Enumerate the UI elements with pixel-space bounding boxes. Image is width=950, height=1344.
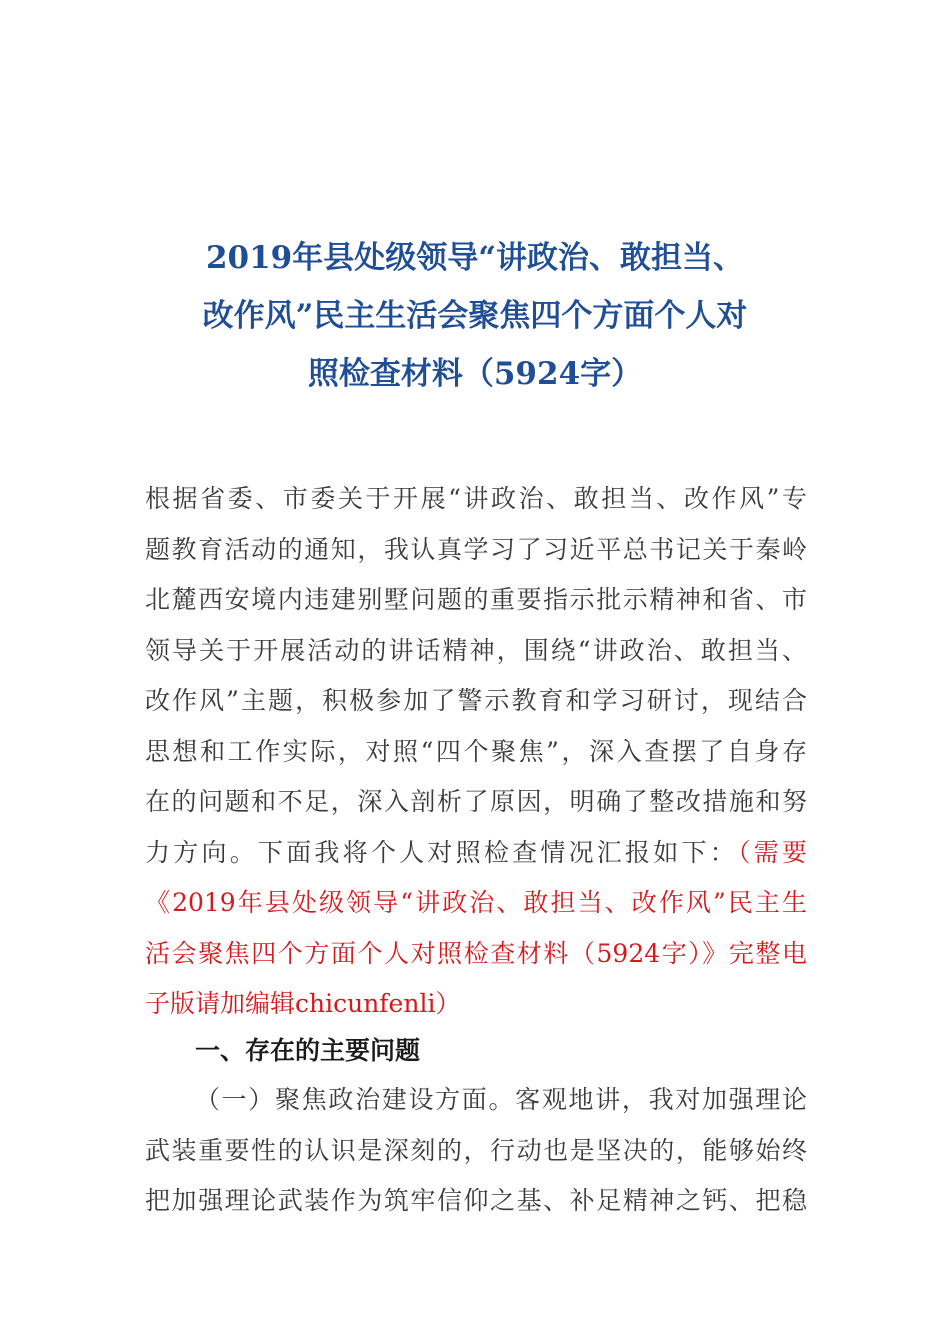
- paragraph-line: 思想和工作实际，对照“四个聚焦”，深入查摆了自身存: [145, 736, 807, 766]
- paragraph-line: 武装重要性的认识是深刻的，行动也是坚决的，能够始终: [145, 1135, 807, 1165]
- notice-text-start: （需要: [738, 837, 807, 867]
- paragraph-line: 题教育活动的通知，我认真学习了习近平总书记关于秦岭: [145, 534, 807, 564]
- paragraph-line: 领导关于开展活动的讲话精神，围绕“讲政治、敢担当、: [145, 635, 807, 665]
- section-paragraph: [145, 1075, 807, 1227]
- title-line: 2019年县处级领导“讲政治、敢担当、: [205, 240, 745, 276]
- title-line: 照检查材料（5924字）: [307, 356, 643, 392]
- document-title: [120, 229, 830, 403]
- paragraph-line: 北麓西安境内违建别墅问题的重要指示批示精神和省、市: [145, 585, 807, 614]
- paragraph-line: 根据省委、市委关于开展“讲政治、敢担当、改作风”专: [145, 484, 807, 513]
- paragraph-line: 把加强理论武装作为筑牢信仰之基、补足精神之钙、把稳: [145, 1186, 807, 1215]
- notice-line: 子版请加编辑chicunfenli）: [145, 989, 461, 1018]
- paragraph-line: 在的问题和不足，深入剖析了原因，明确了整改措施和努: [145, 787, 807, 816]
- paragraph-text: 力方向。下面我将个人对照检查情况汇报如下：: [145, 837, 738, 867]
- notice-line: 《2019年县处级领导“讲政治、敢担当、改作风”民主生: [145, 888, 807, 917]
- title-line: 改作风”民主生活会聚焦四个方面个人对: [202, 298, 748, 334]
- intro-paragraph: [145, 474, 807, 1030]
- paragraph-line: 改作风”主题，积极参加了警示教育和学习研讨，现结合: [145, 686, 807, 715]
- paragraph-line-mixed: [145, 828, 807, 879]
- notice-line: 活会聚焦四个方面个人对照检查材料（5924字）》完整电: [145, 938, 807, 968]
- paragraph-line: （一）聚焦政治建设方面。客观地讲，我对加强理论: [195, 1085, 807, 1114]
- section-heading: 一、存在的主要问题: [195, 1036, 421, 1065]
